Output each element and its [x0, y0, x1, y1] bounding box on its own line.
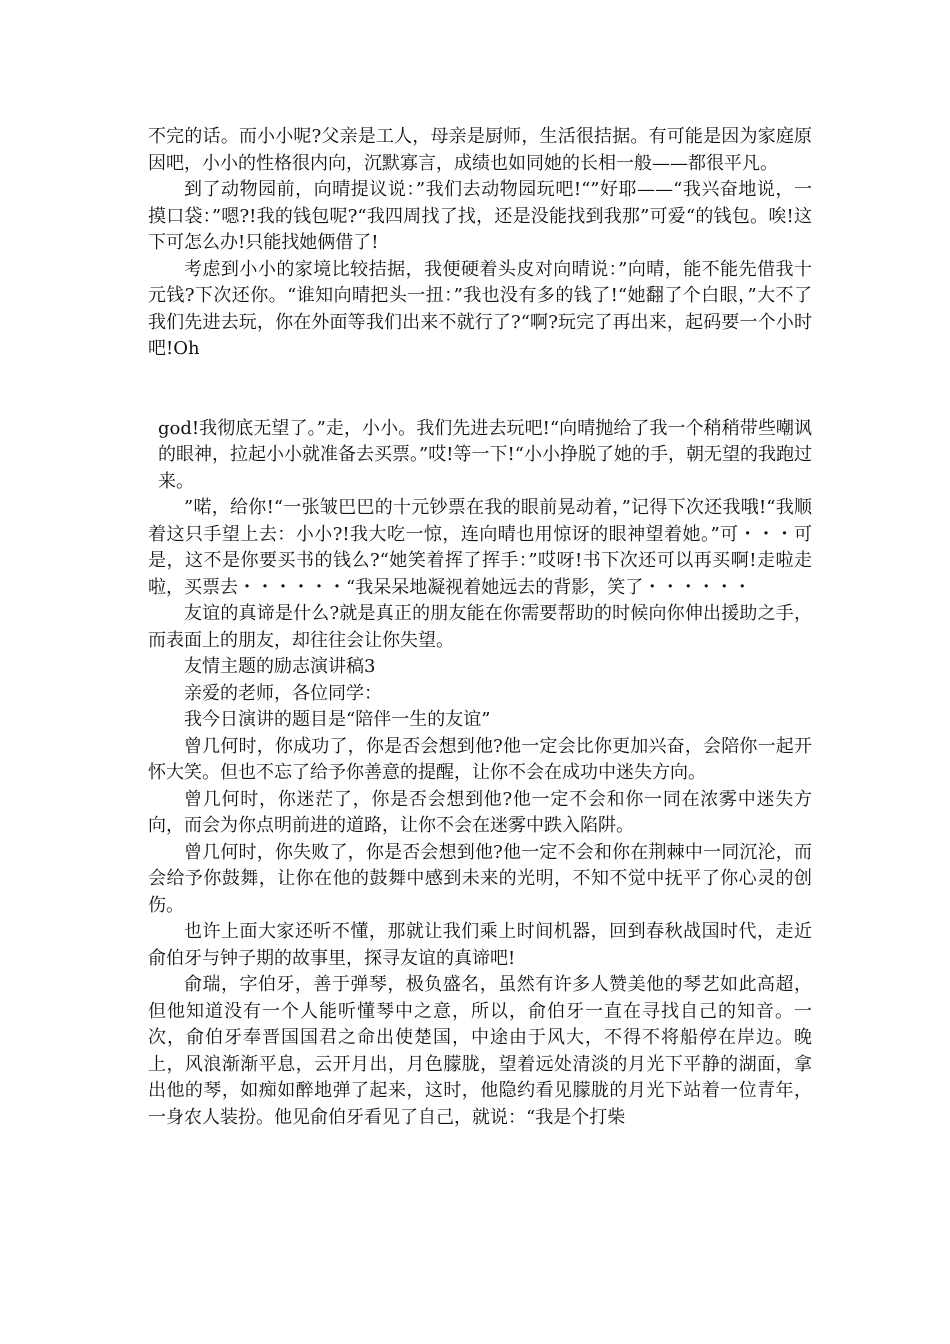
paragraph-13: 也许上面大家还听不懂，那就让我们乘上时间机器，回到春秋战国时代，走近俞伯牙与钟子期的故事里，探寻友谊的真谛吧! — [148, 921, 812, 969]
paragraph-10: 曾几何时，你成功了，你是否会想到他?他一定会比你更加兴奋，会陪你一起开怀大笑。但也不忘了给予你善意的提醒，让你不会在成功中迷失方向。 — [148, 735, 812, 783]
speech-title: 友情主题的励志演讲稿3 — [184, 656, 376, 677]
paragraph-5: ”喏，给你!“一张皱巴巴的十元钞票在我的眼前晃动着，”记得下次还我哦!“我顺着这只手望上去：小小?!我大吃一惊，连向晴也用惊讶的眼神望着她。”可・・・可是，这不是你要买书的钱么?“她笑着挥了挥手：”哎呀!书下次还可以再买啊!走啦走啦，买票去・・・・・・“我呆呆地凝视着她远去的背影，笑了・・・・・・ — [148, 497, 812, 598]
paragraph-12: 曾几何时，你失败了，你是否会想到他?他一定不会和你在荆棘中一同沉沦，而会给予你鼓舞，让你在他的鼓舞中感到未来的光明，不知不觉中抚平了你心灵的创伤。 — [148, 841, 812, 916]
speech-greeting: 亲爱的老师，各位同学： — [184, 682, 382, 704]
paragraph-1: 不完的话。而小小呢?父亲是工人，母亲是厨师，生活很拮据。有可能是因为家庭原因吧，小小的性格很内向，沉默寡言，成绩也如同她的长相一般——都很平凡。 — [148, 126, 812, 174]
paragraph-3: 考虑到小小的家境比较拮据，我便硬着头皮对向晴说：”向晴，能不能先借我十元钱?下次还你。“谁知向晴把头一扭：”我也没有多的钱了!“她翻了个白眼，”大不了我们先进去玩，你在外面等我们出来不就行了?“啊?玩完了再出来，起码要一个小时吧!Oh — [148, 258, 812, 359]
paragraph-4: god!我彻底无望了。”走，小小。我们先进去玩吧!“向晴抛给了我一个稍稍带些嘲讽的眼神，拉起小小就准备去买票。”哎!等一下!“小小挣脱了她的手，朝无望的我跑过来。 — [158, 417, 812, 492]
paragraph-6: 友谊的真谛是什么?就是真正的朋友能在你需要帮助的时候向你伸出援助之手，而表面上的朋友，却往往会让你失望。 — [148, 603, 812, 651]
paragraph-11: 曾几何时，你迷茫了，你是否会想到他?他一定不会和你一同在浓雾中迷失方向，而会为你点明前进的道路，让你不会在迷雾中跌入陷阱。 — [148, 788, 812, 836]
paragraph-2: 到了动物园前，向晴提议说：”我们去动物园玩吧!“”好耶——“我兴奋地说，一摸口袋：”嗯?!我的钱包呢?“我四周找了找，还是没能找到我那”可爱“的钱包。唉!这下可怎么办!只能找她俩借了! — [148, 179, 812, 253]
paragraph-14: 俞瑞，字伯牙，善于弹琴，极负盛名，虽然有许多人赞美他的琴艺如此高超，但他知道没有一个人能听懂琴中之意，所以，俞伯牙一直在寻找自己的知音。一次，俞伯牙奉晋国国君之命出使楚国，中途由于风大，不得不将船停在岸边。晚上，风浪渐渐平息，云开月出，月色朦胧，望着远处清淡的月光下平静的湖面，拿出他的琴，如痴如醉地弹了起来，这时，他隐约看见朦胧的月光下站着一位青年，一身农人装扮。他见俞伯牙看见了自己，就说：“我是个打柴 — [148, 974, 812, 1128]
document-body — [148, 124, 812, 1131]
speech-topic: 我今日演讲的题目是“陪伴一生的友谊” — [184, 709, 491, 730]
